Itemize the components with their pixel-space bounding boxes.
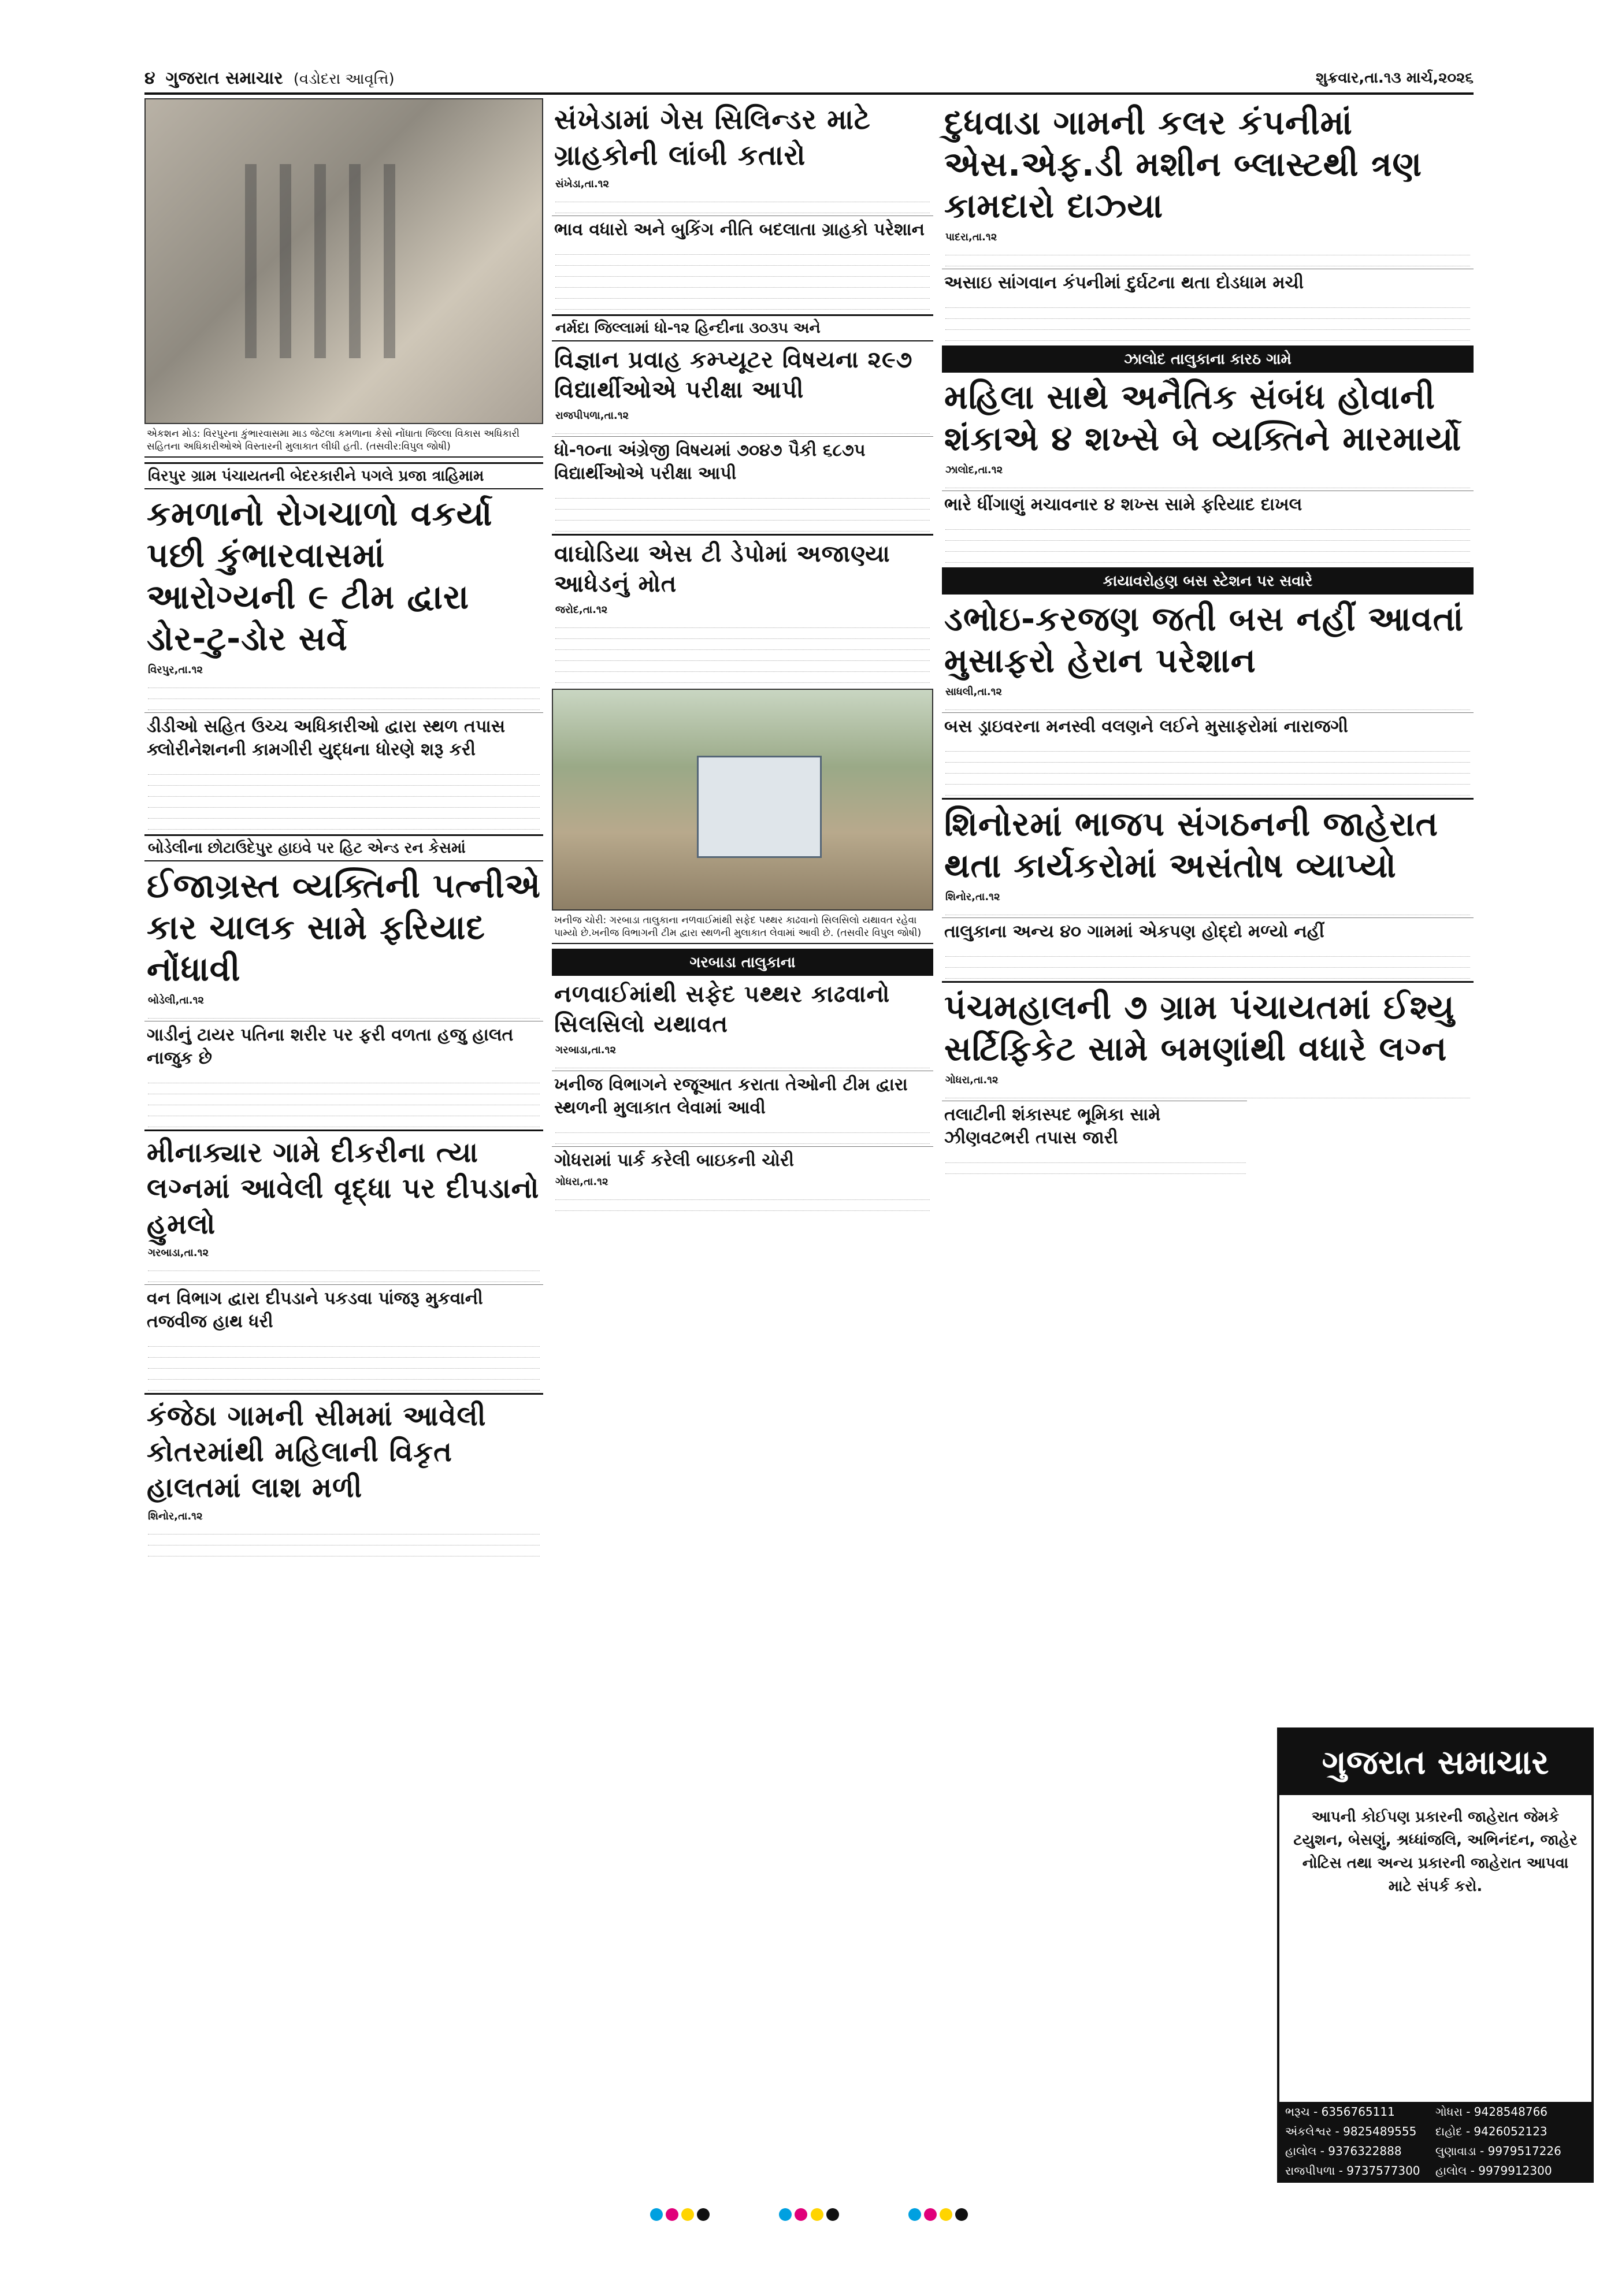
ad-contact: હાલોલ - 9979912300 bbox=[1435, 2164, 1552, 2178]
story7-body-line bbox=[555, 619, 930, 628]
story1-body-line bbox=[148, 701, 540, 710]
ad-message: આપની કોઈપણ પ્રકારની જાહેરાત જેમકે ટયુશન, બેસણું, શ્રધ્ધાંજલિ, અભિનંદન, જાહેર નોટિસ તથા અન્ય પ્રકારની જાહેરાત આપવા માટે સંપર્ક કરો. bbox=[1293, 1808, 1578, 1895]
reg-dot-magenta bbox=[795, 2208, 807, 2221]
story1-body-line bbox=[148, 810, 540, 819]
story13-body-line bbox=[945, 970, 1470, 979]
story10-body-line bbox=[945, 310, 1470, 319]
story2-body-line bbox=[148, 1075, 540, 1083]
reg-dot-cyan bbox=[779, 2208, 792, 2221]
story14-body-line bbox=[945, 1090, 1470, 1098]
story9-body-line bbox=[555, 1191, 930, 1200]
story10-body-line bbox=[945, 332, 1470, 341]
story12-body-line bbox=[945, 743, 1470, 752]
story8-body-line bbox=[555, 1135, 930, 1144]
page-number: ૪ bbox=[144, 68, 155, 88]
reg-dot-cyan bbox=[650, 2208, 663, 2221]
story14-dateline: ગોધરા,તા.૧૨ bbox=[945, 1074, 999, 1086]
story12-body-line bbox=[945, 776, 1470, 785]
story7-body-line bbox=[555, 652, 930, 661]
story8-body-line bbox=[555, 1060, 930, 1068]
story7-body-line bbox=[555, 630, 930, 639]
story6-body-line bbox=[555, 425, 930, 434]
paper-name: ગુજરાત સમાચાર bbox=[165, 68, 283, 88]
ad-contacts bbox=[1279, 2102, 1591, 2180]
story5-body-line bbox=[555, 194, 930, 202]
column-middle bbox=[552, 98, 933, 1213]
column-right bbox=[942, 98, 1474, 1176]
story12-body-line bbox=[945, 701, 1470, 710]
story3-subhead: વન વિભાગ દ્વારા દીપડાને પકડવા પાંજરૂ મુકવાની તજવીજ હાથ ધરી bbox=[144, 1284, 543, 1336]
story12-body-line bbox=[945, 754, 1470, 763]
ad-contact: દાહોદ - 9426052123 bbox=[1435, 2124, 1548, 2138]
story12-body-line bbox=[945, 787, 1470, 796]
story9-body-line bbox=[555, 1202, 930, 1211]
story13-body-line bbox=[945, 948, 1470, 957]
story4-dateline: શિનોર,તા.૧૨ bbox=[148, 1510, 203, 1522]
story1-body-line bbox=[148, 799, 540, 808]
story11-body-line bbox=[945, 480, 1470, 488]
story1-headline: કમળાનો રોગચાળો વકર્યા પછી કુંભારવાસમાં આરોગ્યની ૯ ટીમ દ્વારા ડોર-ટુ-ડોર સર્વે bbox=[147, 494, 493, 658]
story14-body-line bbox=[945, 1154, 1246, 1163]
classified-ad-box bbox=[1277, 1727, 1594, 2183]
story5-body-line bbox=[555, 205, 930, 213]
story10-body-line bbox=[945, 258, 1470, 266]
story5-body-line bbox=[555, 246, 930, 255]
story3-body-line bbox=[148, 1382, 540, 1391]
story11-body-line bbox=[945, 521, 1470, 530]
ad-contact: હાલોલ - 9376322888 bbox=[1285, 2144, 1402, 2158]
story11-kicker: ઝાલોદ તાલુકાના કારઠ ગામે bbox=[942, 345, 1474, 373]
story12-body-line bbox=[945, 765, 1470, 774]
story11-body-line bbox=[945, 543, 1470, 552]
story4-body-line bbox=[148, 1526, 540, 1535]
reg-dot-yellow bbox=[681, 2208, 694, 2221]
story10-body-line bbox=[945, 299, 1470, 308]
caption-credit: (તસવીર:વિપુલ જોષી) bbox=[366, 441, 451, 452]
ad-contact-row bbox=[1279, 2102, 1591, 2122]
reg-mark-group bbox=[650, 2208, 710, 2223]
story7-dateline: જરોદ,તા.૧૨ bbox=[555, 604, 608, 616]
quarry-caption-text: ખનીજ ચોરી: ગરબાડા તાલુકાના નળવાઈમાંથી સફેદ પથ્થર કાઢવાનો સિલસિલો યથાવત રહેવા પામ્યો છે.ખનીજ વિભાગની ટીમ દ્વારા સ્થળની મુલાકાત લેવામાં આવી છે. bbox=[554, 915, 917, 939]
story3-body-line bbox=[148, 1338, 540, 1347]
story5-subhead: ભાવ વધારો અને બુકિંગ નીતિ બદલાતા ગ્રાહકો પરેશાન bbox=[552, 216, 933, 244]
story2-body-line bbox=[148, 1010, 540, 1019]
story11-body-line bbox=[945, 532, 1470, 541]
story6-subhead: ધો-૧૦ના અંગ્રેજી વિષયમાં ૭૦૪૭ પૈકી ૬૮૭૫ વિદ્યાર્થીઓએ પરીક્ષા આપી bbox=[552, 436, 933, 488]
story6-kicker: નર્મદા જિલ્લામાં ધો-૧૨ હિન્દીના ૩૦૩૫ અને bbox=[552, 314, 933, 341]
reg-dot-black bbox=[826, 2208, 839, 2221]
story5-headline: સંખેડામાં ગેસ સિલિન્ડર માટે ગ્રાહકોની લાંબી કતારો bbox=[554, 103, 871, 172]
story14-subhead: તલાટીની શંકાસ્પદ ભૂમિકા સામે ઝીણવટભરી તપાસ જારી bbox=[942, 1101, 1247, 1152]
story10-dateline: પાદરા,તા.૧૨ bbox=[945, 231, 997, 243]
story10-headline: દુધવાડા ગામની કલર કંપનીમાં એસ.એફ.ડી મશીન બ્લાસ્ટથી ત્રણ કામદારો દાઝ્યા bbox=[944, 103, 1423, 225]
story1-dateline: વિરપુર,તા.૧૨ bbox=[148, 664, 203, 676]
issue-date: શુક્રવાર,તા.૧૩ માર્ચ,૨૦૨૬ bbox=[1315, 69, 1474, 87]
ad-contact-row bbox=[1279, 2161, 1591, 2180]
story6-body-line bbox=[555, 523, 930, 532]
masthead bbox=[144, 64, 1474, 95]
officials-photo bbox=[144, 98, 543, 424]
story3-headline: મીનાક્યાર ગામે દીકરીના ત્યા લગ્નમાં આવેલી વૃદ્ધા પર દીપડાનો હુમલો bbox=[144, 1130, 543, 1246]
story1-body-line bbox=[148, 766, 540, 775]
story13-body-line bbox=[945, 906, 1470, 915]
story2-body-line bbox=[148, 1097, 540, 1105]
story7-body-line bbox=[555, 641, 930, 650]
story14-body-line bbox=[945, 1165, 1246, 1174]
story2-body-line bbox=[148, 1108, 540, 1116]
story1-kicker: વિરપુર ગ્રામ પંચાયતની બેદરકારીને પગલે પ્રજા ત્રાહિમામ bbox=[144, 462, 543, 489]
ad-brand: ગુજરાત સમાચાર bbox=[1279, 1730, 1591, 1795]
photo-caption bbox=[144, 424, 543, 458]
story2-body-line bbox=[148, 1119, 540, 1127]
ad-contact: લુણાવાડા - 9979517226 bbox=[1435, 2144, 1561, 2158]
story5-dateline: સંખેડા,તા.૧૨ bbox=[555, 178, 610, 190]
edition-label: (વડોદરા આવૃત્તિ) bbox=[293, 70, 395, 88]
story10-body-line bbox=[945, 247, 1470, 255]
story7-body-line bbox=[555, 663, 930, 672]
story5-body-line bbox=[555, 257, 930, 266]
story11-headline: મહિલા સાથે અનૈતિક સંબંધ હોવાની શંકાએ ૪ શખ્સે બે વ્યક્તિને મારમાર્યો bbox=[944, 377, 1462, 458]
quarry-photo-caption bbox=[552, 911, 933, 944]
story6-dateline: રાજપીપળા,તા.૧૨ bbox=[555, 410, 629, 422]
ad-contact-row bbox=[1279, 2141, 1591, 2161]
story7-body-line bbox=[555, 674, 930, 683]
story3-body-line bbox=[148, 1273, 540, 1282]
story12-kicker: કાયાવરોહણ બસ સ્ટેશન પર સવારે bbox=[942, 567, 1474, 595]
reg-dot-yellow bbox=[811, 2208, 823, 2221]
story14-headline: પંચમહાલની ૭ ગ્રામ પંચાયતમાં ઈશ્યુ સર્ટિફિકેટ સામે બમણાંથી વધારે લગ્ન bbox=[942, 981, 1474, 1073]
story3-body-line bbox=[148, 1349, 540, 1358]
story8-subhead: ખનીજ વિભાગને રજૂઆત કરાતા તેઓની ટીમ દ્વારા સ્થળની મુલાકાત લેવામાં આવી bbox=[552, 1071, 933, 1122]
story13-headline: શિનોરમાં ભાજપ સંગઠનની જાહેરાત થતા કાર્યકરોમાં અસંતોષ વ્યાપ્યો bbox=[942, 798, 1474, 890]
story6-body-line bbox=[555, 512, 930, 521]
newspaper-page bbox=[144, 64, 1578, 2224]
story1-body-line bbox=[148, 821, 540, 830]
reg-dot-yellow bbox=[940, 2208, 952, 2221]
story1-body-line bbox=[148, 777, 540, 786]
story4-headline: કંજેઠા ગામની સીમમાં આવેલી કોતરમાંથી મહિલાની વિકૃત હાલતમાં લાશ મળી bbox=[144, 1393, 543, 1509]
story4-body-line bbox=[148, 1548, 540, 1556]
story9-subhead: ગોધરામાં પાર્ક કરેલી બાઇકની ચોરી bbox=[552, 1146, 933, 1175]
story6-body-line bbox=[555, 490, 930, 499]
story10-subhead: અસાઇ સાંગવાન કંપનીમાં દુર્ઘટના થતા દોડધામ મચી bbox=[942, 269, 1474, 297]
photo-people-shape bbox=[245, 164, 403, 358]
story8-body-line bbox=[555, 1124, 930, 1133]
story13-body-line bbox=[945, 959, 1470, 968]
reg-mark-group bbox=[779, 2208, 838, 2223]
reg-dot-magenta bbox=[666, 2208, 678, 2221]
story2-headline: ઈજાગ્રસ્ત વ્યક્તિની પત્નીએ કાર ચાલક સામે ફરિયાદ નોંધાવી bbox=[147, 866, 541, 989]
quarry-caption-credit: (તસવીર વિપુલ જોષી) bbox=[836, 927, 922, 939]
story7-headline: વાઘોડિયા એસ ટી ડેપોમાં અજાણ્યા આધેડનું મોત bbox=[552, 534, 933, 603]
story8-kicker: ગરબાડા તાલુકાના bbox=[552, 949, 933, 976]
print-registration-marks bbox=[144, 2207, 1474, 2224]
ad-contact: અંકલેશ્વર - 9825489555 bbox=[1285, 2124, 1417, 2138]
masthead-left bbox=[144, 68, 395, 88]
column-left bbox=[144, 98, 543, 1559]
caption-text: એકશન મોડ: વિરપુરના કુંભારવાસમા માડ જેટલા કમળાના કેસો નોંધાતા જિલ્લા વિકાસ અધિકારી સહિતના અધિકારીઓએ વિસ્તારની મુલાકાત લીધી હતી. bbox=[147, 428, 520, 452]
ad-contact: રાજપીપળા - 9737577300 bbox=[1285, 2164, 1420, 2178]
story4-body-line bbox=[148, 1537, 540, 1545]
story1-subhead: ડીડીઓ સહિત ઉચ્ચ અધિકારીઓ દ્વારા સ્થળ તપાસ ક્લોરીનેશનની કામગીરી યુદ્ધના ધોરણે શરૂ કરી bbox=[144, 712, 543, 764]
story10-body-line bbox=[945, 321, 1470, 330]
quarry-photo bbox=[552, 689, 933, 911]
photo-truck-shape bbox=[697, 756, 822, 858]
story5-body-line bbox=[555, 279, 930, 288]
story5-body-line bbox=[555, 268, 930, 277]
story3-body-line bbox=[148, 1360, 540, 1369]
ad-contact: ગોધરા - 9428548766 bbox=[1435, 2105, 1548, 2119]
reg-mark-group bbox=[908, 2208, 968, 2223]
story9-dateline: ગોધરા,તા.૧૨ bbox=[555, 1176, 608, 1188]
story5-body-line bbox=[555, 301, 930, 310]
story11-dateline: ઝાલોદ,તા.૧૨ bbox=[945, 464, 1003, 476]
reg-dot-cyan bbox=[908, 2208, 921, 2221]
ad-contact-row bbox=[1279, 2122, 1591, 2141]
story13-dateline: શિનોર,તા.૧૨ bbox=[945, 891, 1000, 903]
story12-subhead: બસ ડ્રાઇવરના મનસ્વી વલણને લઈને મુસાફરોમાં નારાજગી bbox=[942, 712, 1474, 741]
story2-subhead: ગાડીનું ટાયર પતિના શરીર પર ફરી વળતા હજુ હાલત નાજુક છે bbox=[144, 1021, 543, 1072]
story12-headline: ડભોઇ-કરજણ જતી બસ નહીં આવતાં મુસાફરો હેરાન પરેશાન bbox=[944, 599, 1464, 680]
reg-dot-magenta bbox=[924, 2208, 937, 2221]
story2-body-line bbox=[148, 1086, 540, 1094]
reg-dot-black bbox=[955, 2208, 968, 2221]
story13-subhead: તાલુકાના અન્ય ૪૦ ગામમાં એકપણ હોદ્દો મળ્યો નહીં bbox=[942, 917, 1474, 946]
story11-body-line bbox=[945, 554, 1470, 563]
story3-body-line bbox=[148, 1371, 540, 1380]
story1-body-line bbox=[148, 690, 540, 699]
story5-body-line bbox=[555, 290, 930, 299]
story8-dateline: ગરબાડા,તા.૧૨ bbox=[555, 1044, 617, 1056]
reg-dot-black bbox=[697, 2208, 710, 2221]
story3-body-line bbox=[148, 1262, 540, 1271]
ad-contact: ભરૂચ - 6356765111 bbox=[1285, 2105, 1395, 2119]
story12-dateline: સાધલી,તા.૧૨ bbox=[945, 686, 1002, 698]
story6-headline: વિજ્ઞાન પ્રવાહ કમ્પ્યૂટર વિષયના ૨૯૭ વિદ્યાર્થીઓએ પરીક્ષા આપી bbox=[554, 347, 913, 403]
story6-body-line bbox=[555, 501, 930, 510]
story3-dateline: ગરબાડા,તા.૧૨ bbox=[148, 1247, 209, 1259]
story11-subhead: ભારે ધીંગાણું મચાવનાર ૪ શખ્સ સામે ફરિયાદ દાખલ bbox=[942, 491, 1474, 519]
story1-body-line bbox=[148, 788, 540, 797]
story8-headline: નળવાઈમાંથી સફેદ પથ્થર કાઢવાનો સિલસિલો યથાવત bbox=[554, 981, 890, 1038]
story2-kicker: બોડેલીના છોટાઉદેપુર હાઇવે પર હિટ એન્ડ રન કેસમાં bbox=[144, 834, 543, 861]
story2-dateline: બોડેલી,તા.૧૨ bbox=[148, 994, 204, 1006]
story1-body-line bbox=[148, 679, 540, 688]
